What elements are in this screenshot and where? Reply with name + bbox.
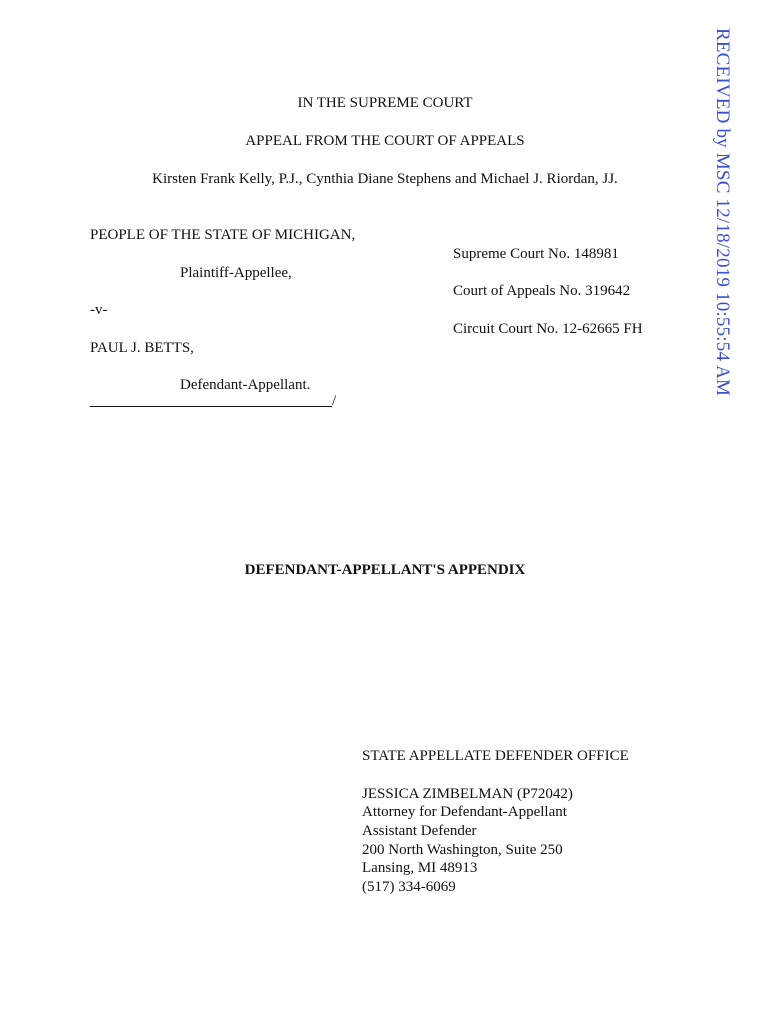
circuit-court-number: Circuit Court No. 12-62665 FH [453, 321, 643, 337]
document-title: DEFENDANT-APPELLANT'S APPENDIX [244, 562, 526, 578]
defendant-name: PAUL J. BETTS, [90, 340, 194, 356]
counsel-address-line1: 200 North Washington, Suite 250 [362, 842, 563, 858]
received-stamp: RECEIVED by MSC 12/18/2019 10:55:54 AM [712, 28, 733, 397]
caption-slash: / [332, 393, 337, 409]
court-heading: IN THE SUPREME COURT [297, 95, 473, 111]
plaintiff-role: Plaintiff-Appellee, [180, 265, 292, 281]
court-of-appeals-number: Court of Appeals No. 319642 [453, 283, 631, 299]
counsel-role: Attorney for Defendant-Appellant [362, 804, 567, 820]
versus-label: -v- [90, 302, 108, 318]
counsel-position: Assistant Defender [362, 823, 477, 839]
counsel-attorney: JESSICA ZIMBELMAN (P72042) [362, 786, 573, 802]
plaintiff-name: PEOPLE OF THE STATE OF MICHIGAN, [90, 227, 356, 243]
counsel-phone: (517) 334-6069 [362, 879, 456, 895]
defendant-role: Defendant-Appellant. [180, 377, 311, 393]
appeal-from-heading: APPEAL FROM THE COURT OF APPEALS [245, 133, 525, 149]
caption-signature-line [90, 393, 332, 407]
counsel-address-line2: Lansing, MI 48913 [362, 860, 478, 876]
supreme-court-number: Supreme Court No. 148981 [453, 246, 619, 262]
counsel-office: STATE APPELLATE DEFENDER OFFICE [362, 748, 629, 764]
panel-judges: Kirsten Frank Kelly, P.J., Cynthia Diane Stephens and Michael J. Riordan, JJ. [152, 171, 618, 187]
